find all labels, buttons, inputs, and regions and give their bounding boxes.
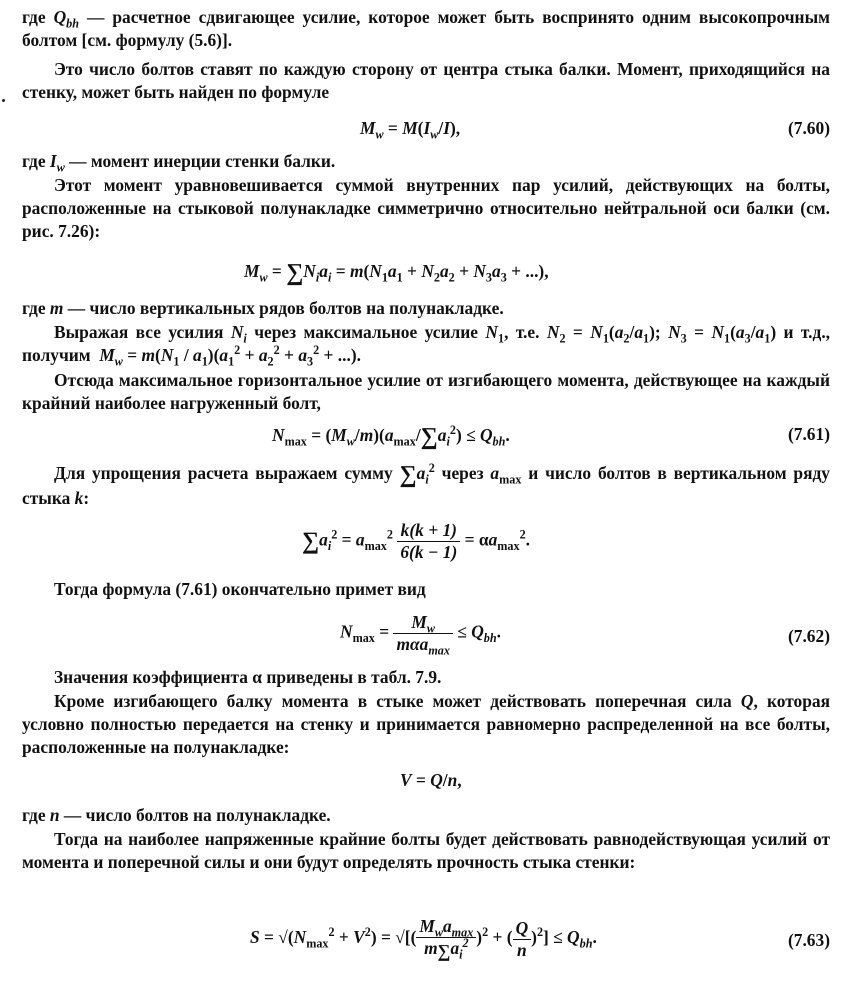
equation-number: (7.61) — [787, 424, 830, 444]
equation-number: (7.63) — [787, 930, 830, 950]
paragraph-7: Отсюда максимальное горизонтальное усилие от изгибающего момента, действующее на каждый крайний наиболее нагруженный болт, — [22, 370, 830, 414]
paragraph-8: Для упрощения расчета выражаем сумму $\sum a_i^2$ через $a_{max}$ и число болтов в вертикальном ряду стыка k: — [22, 461, 830, 509]
paragraph-10: Значения коэффициента α приведены в табл. 7.9. — [54, 667, 442, 687]
paragraph-3: где $I_w$ — момент инерции стенки балки. — [22, 151, 336, 175]
paragraph-11: Кроме изгибающего балку момента в стыке может действовать поперечная сила Q, которая условно полностью передается на стенку и принимается равномерно распределенной на все болты, расположенные на полунакладке: — [22, 691, 830, 758]
paragraph-2: Это число болтов ставят по каждую сторону от центра стыка балки. Момент, приходящийся на стенку, может быть найден по формуле — [22, 59, 830, 103]
paragraph-4: Этот момент уравновешивается суммой внутренних пар усилий, действующих на болты, расположенные на стыковой полунакладке симметрично относительно нейтральной оси балки (см. рис. 7.26): — [22, 175, 830, 242]
paragraph-1: где $Q_{bh}$ — расчетное сдвигающее усилие, которое может быть воспринято одним высокопрочным болтом [см. формулу (5.6)]. — [22, 7, 830, 51]
equation-sum-squares: $\sum a_i^2 = a_{max}^2$ $\frac{k(k + 1)}{6(k - 1)}$ = $\alpha a_{max}^2$. — [302, 520, 531, 562]
equation-7-61: $N_{max} = (M_w/m)(a_{max}/\sum a_i^2) \le Q_{bh}$. (7.61) — [272, 423, 830, 450]
paragraph-12: где n — число болтов на полунакладке. — [22, 805, 331, 825]
equation-7-60: $M_w = M(I_w/I)$, (7.60) — [360, 118, 830, 142]
equation-7-63: $S = √(N_{max}^2 + V^2)$ = √[( $\frac{M_wa_{max}}{m\sum a_i^2}$ )$^2$ + ( $\frac{Q}{n}$ )$^2] \le Q_{bh}$. (7.63) — [250, 916, 830, 962]
paragraph-13: Тогда на наиболее напряженные крайние болты будет действовать равнодействующая усилий от момента и поперечной силы и они будут определять прочность стыка стенки: — [22, 829, 830, 873]
paragraph-6: Выражая все усилия $N_i$ через максимальное усилие $N_1$, т.е. $N_2 = N_1(a_2/a_1)$; $N_3 = N_1(a_3/a_1)$ и т.д., получим $M_w = m(N_1 / a_1)(a_1^2 + a_2^2 + a_3^2$ + ...). — [22, 322, 831, 369]
equation-number: (7.60) — [787, 118, 830, 138]
equation-number: (7.62) — [787, 626, 830, 646]
equation-moment-sum: $M_w = \sum N_ia_i = m(N_1a_1 + N_2a_2 + N_3a_3$ + ...), — [244, 260, 549, 286]
equation-shear: V = Q/n, — [400, 770, 462, 790]
scan-mark — [2, 99, 5, 102]
equation-7-62: $N_{max}$ = $\frac{M_w}{m\alpha a_{max}}$ ≤ $Q_{bh}$. (7.62) — [340, 612, 830, 658]
paragraph-5: где m — число вертикальных рядов болтов на полунакладке. — [22, 298, 504, 318]
paragraph-9: Тогда формула (7.61) окончательно примет вид — [54, 579, 426, 599]
